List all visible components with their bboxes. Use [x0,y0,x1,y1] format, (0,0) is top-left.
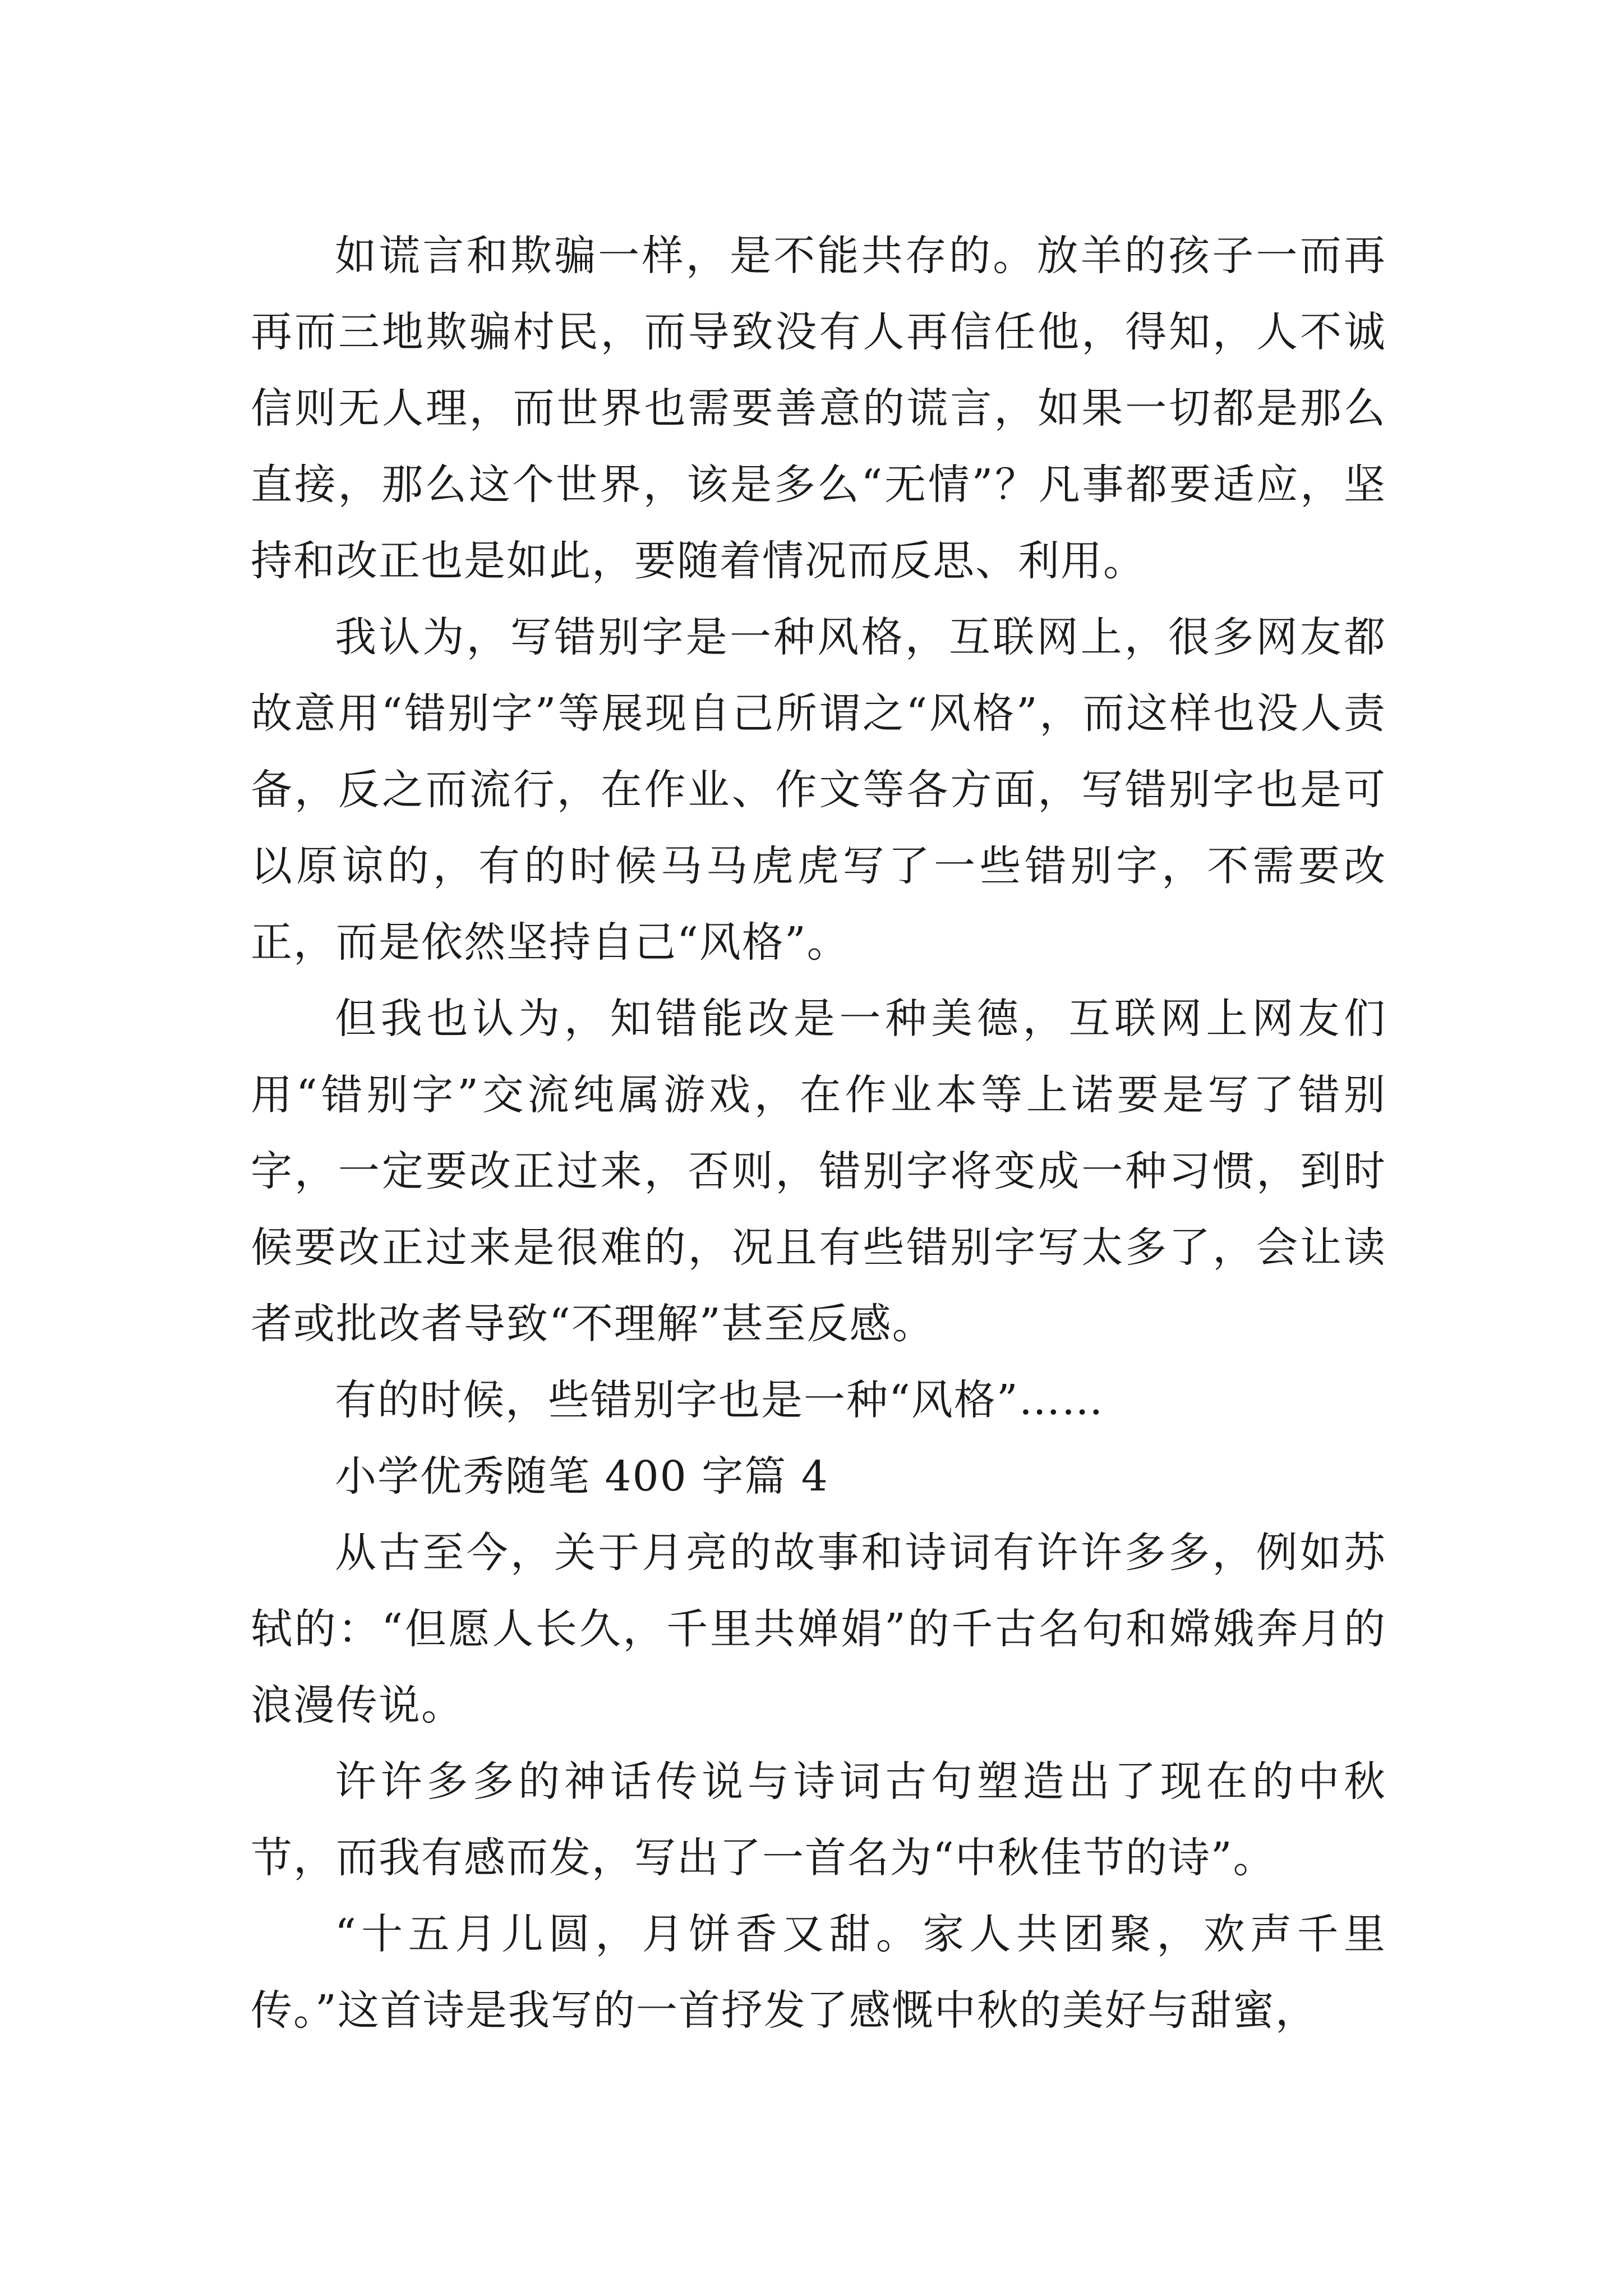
paragraph-5: 从古至今，关于月亮的故事和诗词有许许多多，例如苏轼的：“但愿人长久，千里共婵娟”的千古名句和嫦娥奔月的浪漫传说。 [251,1529,1386,1729]
paragraph-2: 我认为，写错别字是一种风格，互联网上，很多网友都故意用“错别字”等展现自己所谓之“风格”，而这样也没人责备，反之而流行，在作业、作文等各方面，写错别字也是可以原谅的，有的时候马马虎虎写了一些错别字，不需要改正，而是依然坚持自己“风格”。 [251,613,1386,967]
paragraph-1: 如谎言和欺骗一样，是不能共存的。放羊的孩子一而再再而三地欺骗村民，而导致没有人再信任他，得知，人不诚信则无人理，而世界也需要善意的谎言，如果一切都是那么直接，那么这个世界，该是多么“无情”？凡事都要适应，坚持和改正也是如此，要随着情况而反思、利用。 [251,232,1386,585]
document-body [251,218,1386,2049]
paragraph-6: 许许多多的神话传说与诗词古句塑造出了现在的中秋节，而我有感而发，写出了一首名为“中秋佳节的诗”。 [251,1757,1386,1882]
paragraph-3: 但我也认为，知错能改是一种美德，互联网上网友们用“错别字”交流纯属游戏，在作业本等上诺要是写了错别字，一定要改正过来，否则，错别字将变成一种习惯，到时候要改正过来是很难的，况且有些错别字写太多了，会让读者或批改者导致“不理解”甚至反感。 [251,995,1386,1348]
section-heading: 小学优秀随笔 400 字篇 4 [335,1452,829,1501]
paragraph-4: 有的时候，些错别字也是一种“风格”…… [335,1376,1104,1424]
paragraph-7: “十五月儿圆，月饼香又甜。家人共团聚，欢声千里传。”这首诗是我写的一首抒发了感慨中秋的美好与甜蜜， [251,1910,1386,2035]
